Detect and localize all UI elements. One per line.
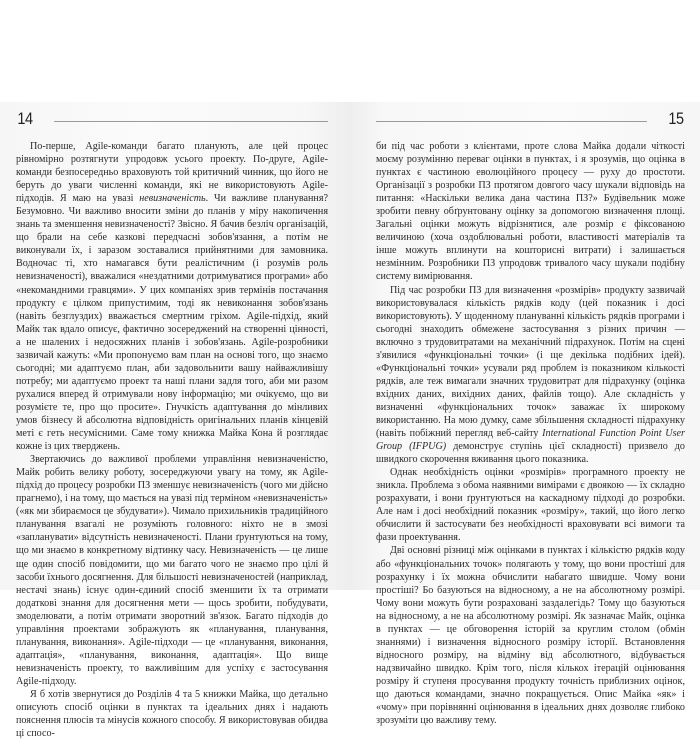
text-run: би під час роботи з клієнтами, проте слова Майка додали чіткості моєму розумінню переваг оцінки в пунктах, і я зрозумів, що оцінка в пунктах є частиною еволюційного процесу — руху до простоти. Організації з розробки ПЗ протягом довгого часу шукали відповідь на питання: «Наскільки велика дана частина ПЗ?» Будівельник може зробити певну обґрунтовану оцінку за допомогою визначення площі. Загальні оцінки можуть відрізнятися, але розмір є фіксованою величиною (хоча оздоблювальні роботи, властивості матеріалів та інше можуть вплинути на кошторисні витрати) і залишається незмінним. Розробники ПЗ упродовж тривалого часу шукали подібну систему вимірювання. xyxy=(376,141,685,283)
text-run: демонструє ступінь цієї складності) призвело до швидкого скорочення вживання цього показника. xyxy=(376,441,685,466)
page-number: 15 xyxy=(668,109,684,128)
text-run: Однак необхідність оцінки «розмірів» програмного проекту не зникла. Проблема з обома наявними вимірами є двоякою — їх складно розрахувати, і вони ґрунтуються на каскадному підході до розробки. Але нам і досі необхідний показник «розміру», такий, що його легко обчислити й застосувати без необхідності враховувати всі вимоги та фази проектування. xyxy=(376,467,685,544)
book-spread xyxy=(0,102,700,740)
text-run: Під час розробки ПЗ для визначення «розмірів» продукту зазвичай використовувалася кількість рядків коду (цей показник і досі використовують). У щоденному плануванні кількість рядків програми і сьогодні знаходить обмежене застосування з різних причин — включно з трудовитратами на механічний підрахунок. Потім на сцені з'явилися «функціональні точки» (і ще декілька подібних ідей). «Функціональні точки» усували ряд проблем із показником кількості рядків, але теж вимагали значних трудовитрат для підрахунку (оцінка вхідних даних, вихідних даних, файлів тощо). Але складність у визначенні «функціональних точок» заважає їх широкому використанню. На мою думку, саме збільшення складності підрахунку (навіть побіжний перегляд веб-сайту xyxy=(376,284,685,440)
right-page xyxy=(350,102,700,727)
header-rule xyxy=(54,121,328,122)
text-run: Я б хотів звернутися до Розділів 4 та 5 книжки Майка, що детально описують спосіб оцінки в пунктах та ідеальних днях і надають пояснення плюсів та мінусів кожного способу. Я використовував обидва ці спосо- xyxy=(16,688,328,740)
italic-text: International Function Point User Group (IFPUG) xyxy=(376,428,685,453)
paragraph xyxy=(376,466,685,544)
italic-text: невизначеність xyxy=(139,193,206,205)
text-run: . Чи важливе планування? Безумовно. Чи важливо вносити зміни до планів у міру накопичення знань та зменшення невизначеності? Звісно. Я бачив безліч організацій, що брали на себе казкові передчасні зобов'язання, а потім не виконували їх, і заразом зоставалися прийнятними для замовника. Водночас ті, хто намагався бути реалістичним (і розумів роль невизначеності), вважалися «нездатними дотримуватися програми» або «некомандними гравцями». У цих компаніях зрив термінів постачання продукту є цілком припустимим, тоді як невиконання зобов'язань (навіть безглуздих) вважається смертним гріхом. Agile-підхід, який Майк так вдало описує, фактично зосереджений на створенні цінності, а не шалених і недосяжних планів і зобов'язань. Agile-розробники зазвичай кажуть: «Ми пропонуємо вам план на основі того, що знаємо сьогодні; ми адаптуємо план, аби задовольнити вашу найважливішу потребу; ми адаптуємо проект та наші плани задля того, аби ми разом рухалися вперед й отримували нову інформацію; ми очікуємо, що ви розумієте те, про що просите». Гнучкість адаптування до мінливих умов бізнесу й абсолютна відповідність оригінальних планів кінцевій меті є геть несумісними. Саме тому книжка Майка Кона й розглядає кожне із цих тверджень. xyxy=(16,193,328,453)
left-page-header xyxy=(16,106,328,132)
right-page-header xyxy=(376,106,685,132)
header-rule xyxy=(376,121,647,122)
body-text xyxy=(16,140,328,740)
paragraph xyxy=(16,140,328,453)
page-number: 14 xyxy=(17,109,33,128)
text-run: Звертаючись до важливої проблеми управління невизначеністю, Майк робить велику роботу, зосереджуючи увагу на тому, як Agile-підхід до процесу розробки ПЗ зменшує невизначеність (чого ми дійсно прагнемо), і на тому, що мається на увазі під терміном «невизначеність» («як ми збираємося це збудувати»). Чимало прихильників традиційного планування взагалі не розуміють головного: ніхто не в змозі «запланувати» відсутність невизначеності. Плани ґрунтуються на тому, що ми знаємо в конкретному відтинку часу. Невизначеність — це лише ще один спосіб повідомити, що ми багато чого не знаємо про цілі й засоби їхнього досягнення. Для більшості невизначеностей (наприклад, нестачі знань) існує один-єдиний спосіб зменшити їх та отримати додаткові знання для досягнення мети — щось зробити, побудувати, змоделювати, а потім отримати зворотний зв'язок. Багато підходів до управління проектами зображують як «планування, планування, планування, виконання». Agile-підходи — це «планування, виконання, адаптація», «планування, виконання, адаптація». Що вище невизначеність проекту, то важливішим для успіху є застосування Agile-підходу. xyxy=(16,454,328,687)
body-text xyxy=(376,140,685,727)
paragraph xyxy=(16,688,328,740)
left-page xyxy=(0,102,350,740)
text-run: Дві основні різниці між оцінками в пунктах і кількістю рядків коду або «функціональних точок» полягають у тому, що вони простіші для розрахунку і їх можна обчислити набагато швидше. Чому вони простіші? Бо базуються на відносному, а не на абсолютному розмірі. Чому вони можуть бути розраховані заздалегідь? Тому що базуються на відносному, а не на абсолютному розмірі. Як зазначає Майк, оцінка в пунктах — це обговорення історій за круглим столом (обмін знаннями) і визначення відносного розміру історії. Встановлення відносного розміру, на відміну від абсолютного, відбувається надзвичайно швидко. Крім того, після кількох ітерацій оцінювання розміру й ступеня просування продукту точність приблизних оцінок, що даються командами, значно покращується. Опис Майка «як» і «чому» при порівнянні оцінювання в ідеальних днях дозволяє глибоко зрозуміти цю важливу тему. xyxy=(376,545,685,727)
paragraph xyxy=(376,140,685,284)
paragraph xyxy=(376,284,685,467)
paragraph xyxy=(16,453,328,688)
text-run: По-перше, Agile-команди багато планують, але цей процес рівномірно розтягнути упродовж усього проекту. По-друге, Agile-команди безпосередньо враховують той критичний чинник, що його не беруть до уваги численні команди, які не використовують Agile-підходів. Я маю на увазі xyxy=(16,141,328,205)
